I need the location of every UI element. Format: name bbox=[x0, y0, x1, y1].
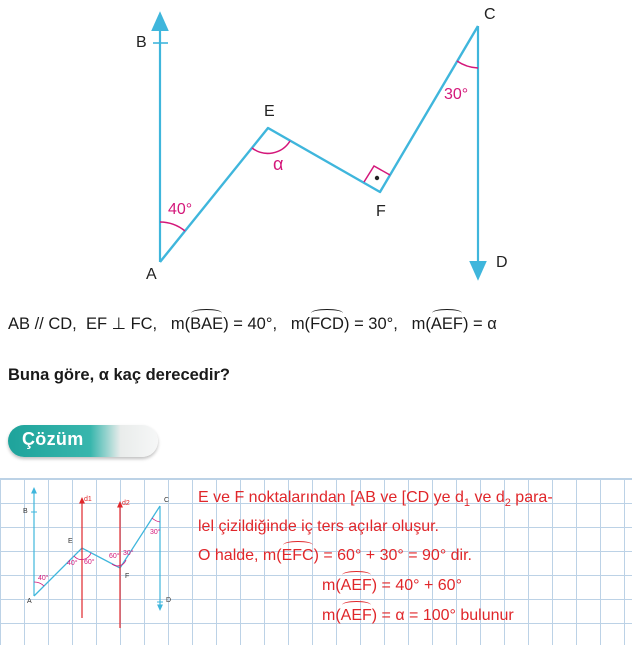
point-label-c: C bbox=[484, 6, 496, 23]
question-text: Buna göre, α kaç derecedir? bbox=[8, 366, 230, 384]
solution-line-4-arc: AEF bbox=[340, 577, 372, 594]
mini-label-d1: d1 bbox=[84, 496, 92, 503]
mini-angle-f60: 60° bbox=[109, 553, 120, 560]
mini-label-c: C bbox=[164, 497, 170, 504]
cond-m-aef-pre: m( bbox=[411, 315, 431, 333]
cond-m-fcd-post: ) = 30°, bbox=[343, 315, 398, 333]
solution-line-2: lel çizildiğinde iç ters açılar oluşur. bbox=[198, 518, 439, 535]
right-angle-dot bbox=[375, 176, 379, 180]
mini-label-a: A bbox=[27, 598, 32, 605]
point-label-a: A bbox=[146, 266, 157, 283]
mini-figure bbox=[0, 478, 190, 644]
angle-label-40: 40° bbox=[168, 201, 193, 218]
mini-label-f: F bbox=[125, 573, 130, 580]
solution-line-3-post: ) = 60° + 30° = 90° dir. bbox=[313, 547, 472, 564]
mini-arc-a bbox=[34, 582, 44, 586]
angle-arc-c bbox=[457, 61, 478, 68]
solution-line-5 bbox=[322, 607, 514, 625]
point-label-e: E bbox=[264, 103, 275, 120]
cond-m-aef-post: ) = α bbox=[462, 315, 497, 333]
solution-line-1 bbox=[198, 489, 553, 509]
cond-m-bae-arc: BAE bbox=[190, 315, 224, 333]
mini-angle-c30: 30° bbox=[150, 529, 161, 536]
mini-arc-c bbox=[152, 518, 160, 522]
angle-label-alpha: α bbox=[273, 154, 284, 174]
cond-m-fcd-arc: FCD bbox=[310, 315, 344, 333]
angle-label-30: 30° bbox=[444, 86, 469, 103]
angle-arc-e bbox=[252, 141, 290, 153]
mini-label-b: B bbox=[23, 508, 28, 515]
solution-line-1b: ve d bbox=[470, 489, 505, 506]
solution-sub-2: 2 bbox=[504, 497, 511, 510]
mini-angle-f30: 30° bbox=[123, 550, 134, 557]
solution-line-3-arc: EFC bbox=[281, 547, 314, 564]
solution-line-4-post: ) = 40° + 60° bbox=[371, 577, 462, 594]
cond-m-bae-pre: m( bbox=[170, 315, 191, 333]
solution-line-5-post: ) = α = 100° bulunur bbox=[371, 607, 514, 624]
cond-m-fcd-pre: m( bbox=[290, 315, 311, 333]
cond-m-bae-post: ) = 40°, bbox=[223, 315, 278, 333]
mini-angle-a40: 40° bbox=[38, 575, 49, 582]
point-label-f: F bbox=[376, 203, 386, 220]
solution-badge-label: Çözüm bbox=[22, 429, 84, 449]
mini-angle-e40: 40° bbox=[67, 560, 78, 567]
broken-line-aefc bbox=[160, 26, 478, 262]
mini-broken-line bbox=[34, 506, 160, 596]
solution-line-5-pre: m( bbox=[322, 607, 341, 624]
solution-line-1c: para- bbox=[510, 489, 553, 506]
solution-sub-1: 1 bbox=[463, 497, 471, 510]
solution-line-5-arc: AEF bbox=[340, 607, 372, 624]
solution-line-4-pre: m( bbox=[322, 577, 341, 594]
solution-line-3-pre: O halde, m( bbox=[198, 547, 282, 564]
solution-line-4 bbox=[322, 577, 462, 595]
angle-arc-a bbox=[160, 222, 185, 231]
solution-line-1a: E ve F noktalarından [AB ve [CD ye d bbox=[198, 489, 464, 506]
mini-angle-e60: 60° bbox=[84, 559, 95, 566]
mini-label-d: D bbox=[166, 597, 172, 604]
cond-m-aef-arc: AEF bbox=[430, 315, 463, 333]
mini-label-d2: d2 bbox=[122, 500, 130, 507]
point-label-b: B bbox=[136, 34, 147, 51]
solution-line-3 bbox=[198, 547, 472, 565]
point-label-d: D bbox=[496, 254, 508, 271]
cond-parallel: AB // CD, bbox=[8, 315, 77, 333]
mini-label-e: E bbox=[68, 538, 73, 545]
main-figure bbox=[0, 0, 632, 300]
given-conditions bbox=[8, 314, 497, 334]
cond-perpendicular: EF ⊥ FC, bbox=[85, 315, 158, 333]
